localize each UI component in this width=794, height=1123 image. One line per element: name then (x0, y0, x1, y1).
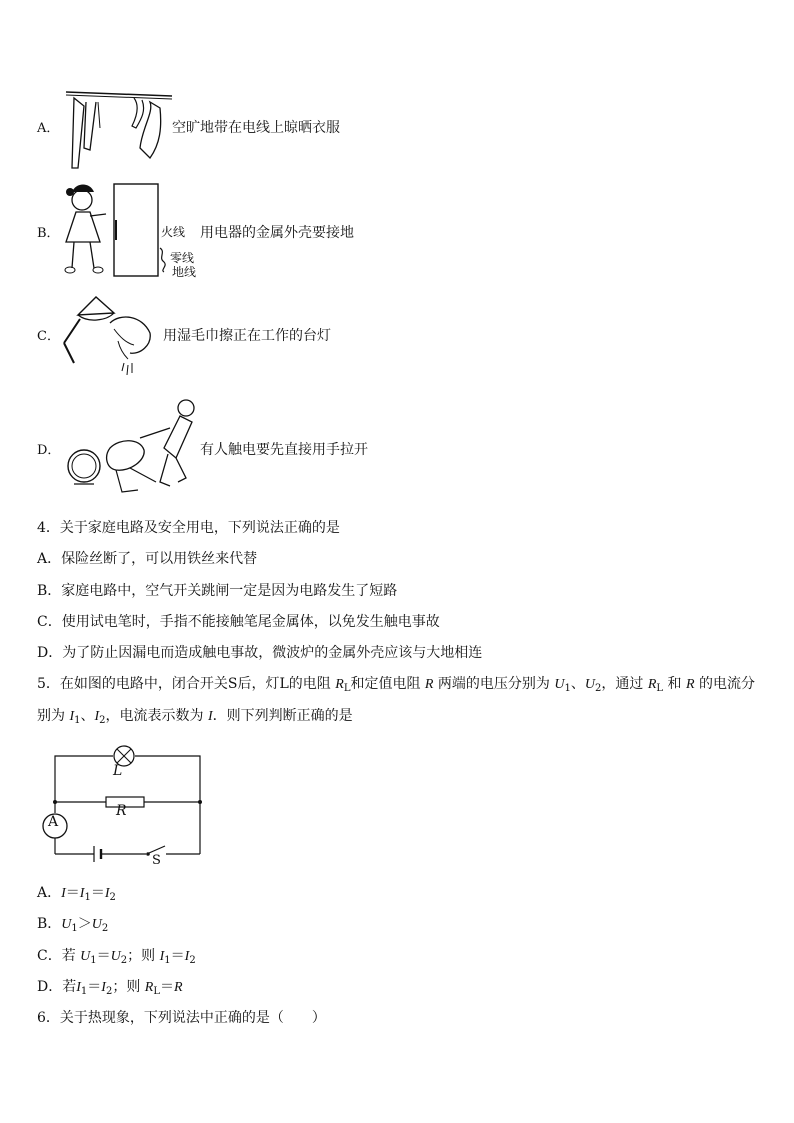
switch-icon (149, 846, 165, 853)
q6-stem: 6．关于热现象，下列说法中正确的是（ ） (37, 1010, 326, 1026)
q4-option-d: D．为了防止因漏电而造成触电事故，微波炉的金属外壳应该与大地相连 (37, 645, 483, 661)
lamp-wet-towel-illustration (60, 293, 160, 383)
option-c-letter: C． (37, 329, 60, 344)
circuit-label-resistor: R (116, 803, 127, 819)
girl-fridge-grounding-illustration (58, 180, 163, 280)
option-b-text: 用电器的金属外壳要接地 (200, 225, 354, 241)
circuit-label-lamp: L (113, 763, 123, 779)
q5-option-b: B．$U_1>U_2$ (37, 916, 109, 934)
option-a-text: 空旷地带在电线上晾晒衣服 (172, 120, 340, 136)
option-d-letter: D． (37, 443, 61, 458)
q4-option-c: C．使用试电笔时，手指不能接触笔尾金属体，以免发生触电事故 (37, 614, 440, 630)
q5-option-d: D．若$I_1=I_2$；则 $R_L=R$ (37, 979, 183, 997)
q5-option-a: A．$I=I_1=I_2$ (37, 885, 116, 903)
q5-stem-line2: 别为 $I_1$、$I_2$，电流表示数为 I．则下列判断正确的是 (37, 708, 353, 726)
label-ground-wire: 地线 (172, 265, 197, 279)
option-a-letter: A． (37, 121, 60, 136)
label-live-wire: 火线 (161, 225, 186, 239)
option-b-letter: B． (37, 226, 60, 241)
option-d-text: 有人触电要先直接用手拉开 (200, 442, 368, 458)
q5-option-c: C．若 $U_1=U_2$；则 $I_1=I_2$ (37, 948, 196, 966)
label-neutral-wire: 零线 (170, 251, 195, 265)
q5-stem-line1: 5．在如图的电路中，闭合开关S后，灯L的电阻 $R_L$和定值电阻 R 两端的电压分别为 $U_1$、$U_2$，通过 $R_L$ 和 R 的电流分 (37, 676, 755, 694)
wire-plug-icon (156, 244, 172, 274)
circuit-label-ammeter: A (48, 814, 59, 830)
circuit-label-switch: S (152, 853, 161, 868)
q4-stem: 4．关于家庭电路及安全用电，下列说法正确的是 (37, 520, 340, 536)
electric-shock-rescue-illustration (60, 398, 205, 500)
option-c-text: 用湿毛巾擦正在工作的台灯 (163, 328, 331, 344)
q4-option-a: A．保险丝断了，可以用铁丝来代替 (37, 551, 258, 567)
q4-option-b: B．家庭电路中，空气开关跳闸一定是因为电路发生了短路 (37, 583, 398, 599)
clothes-on-wire-illustration (62, 88, 177, 173)
